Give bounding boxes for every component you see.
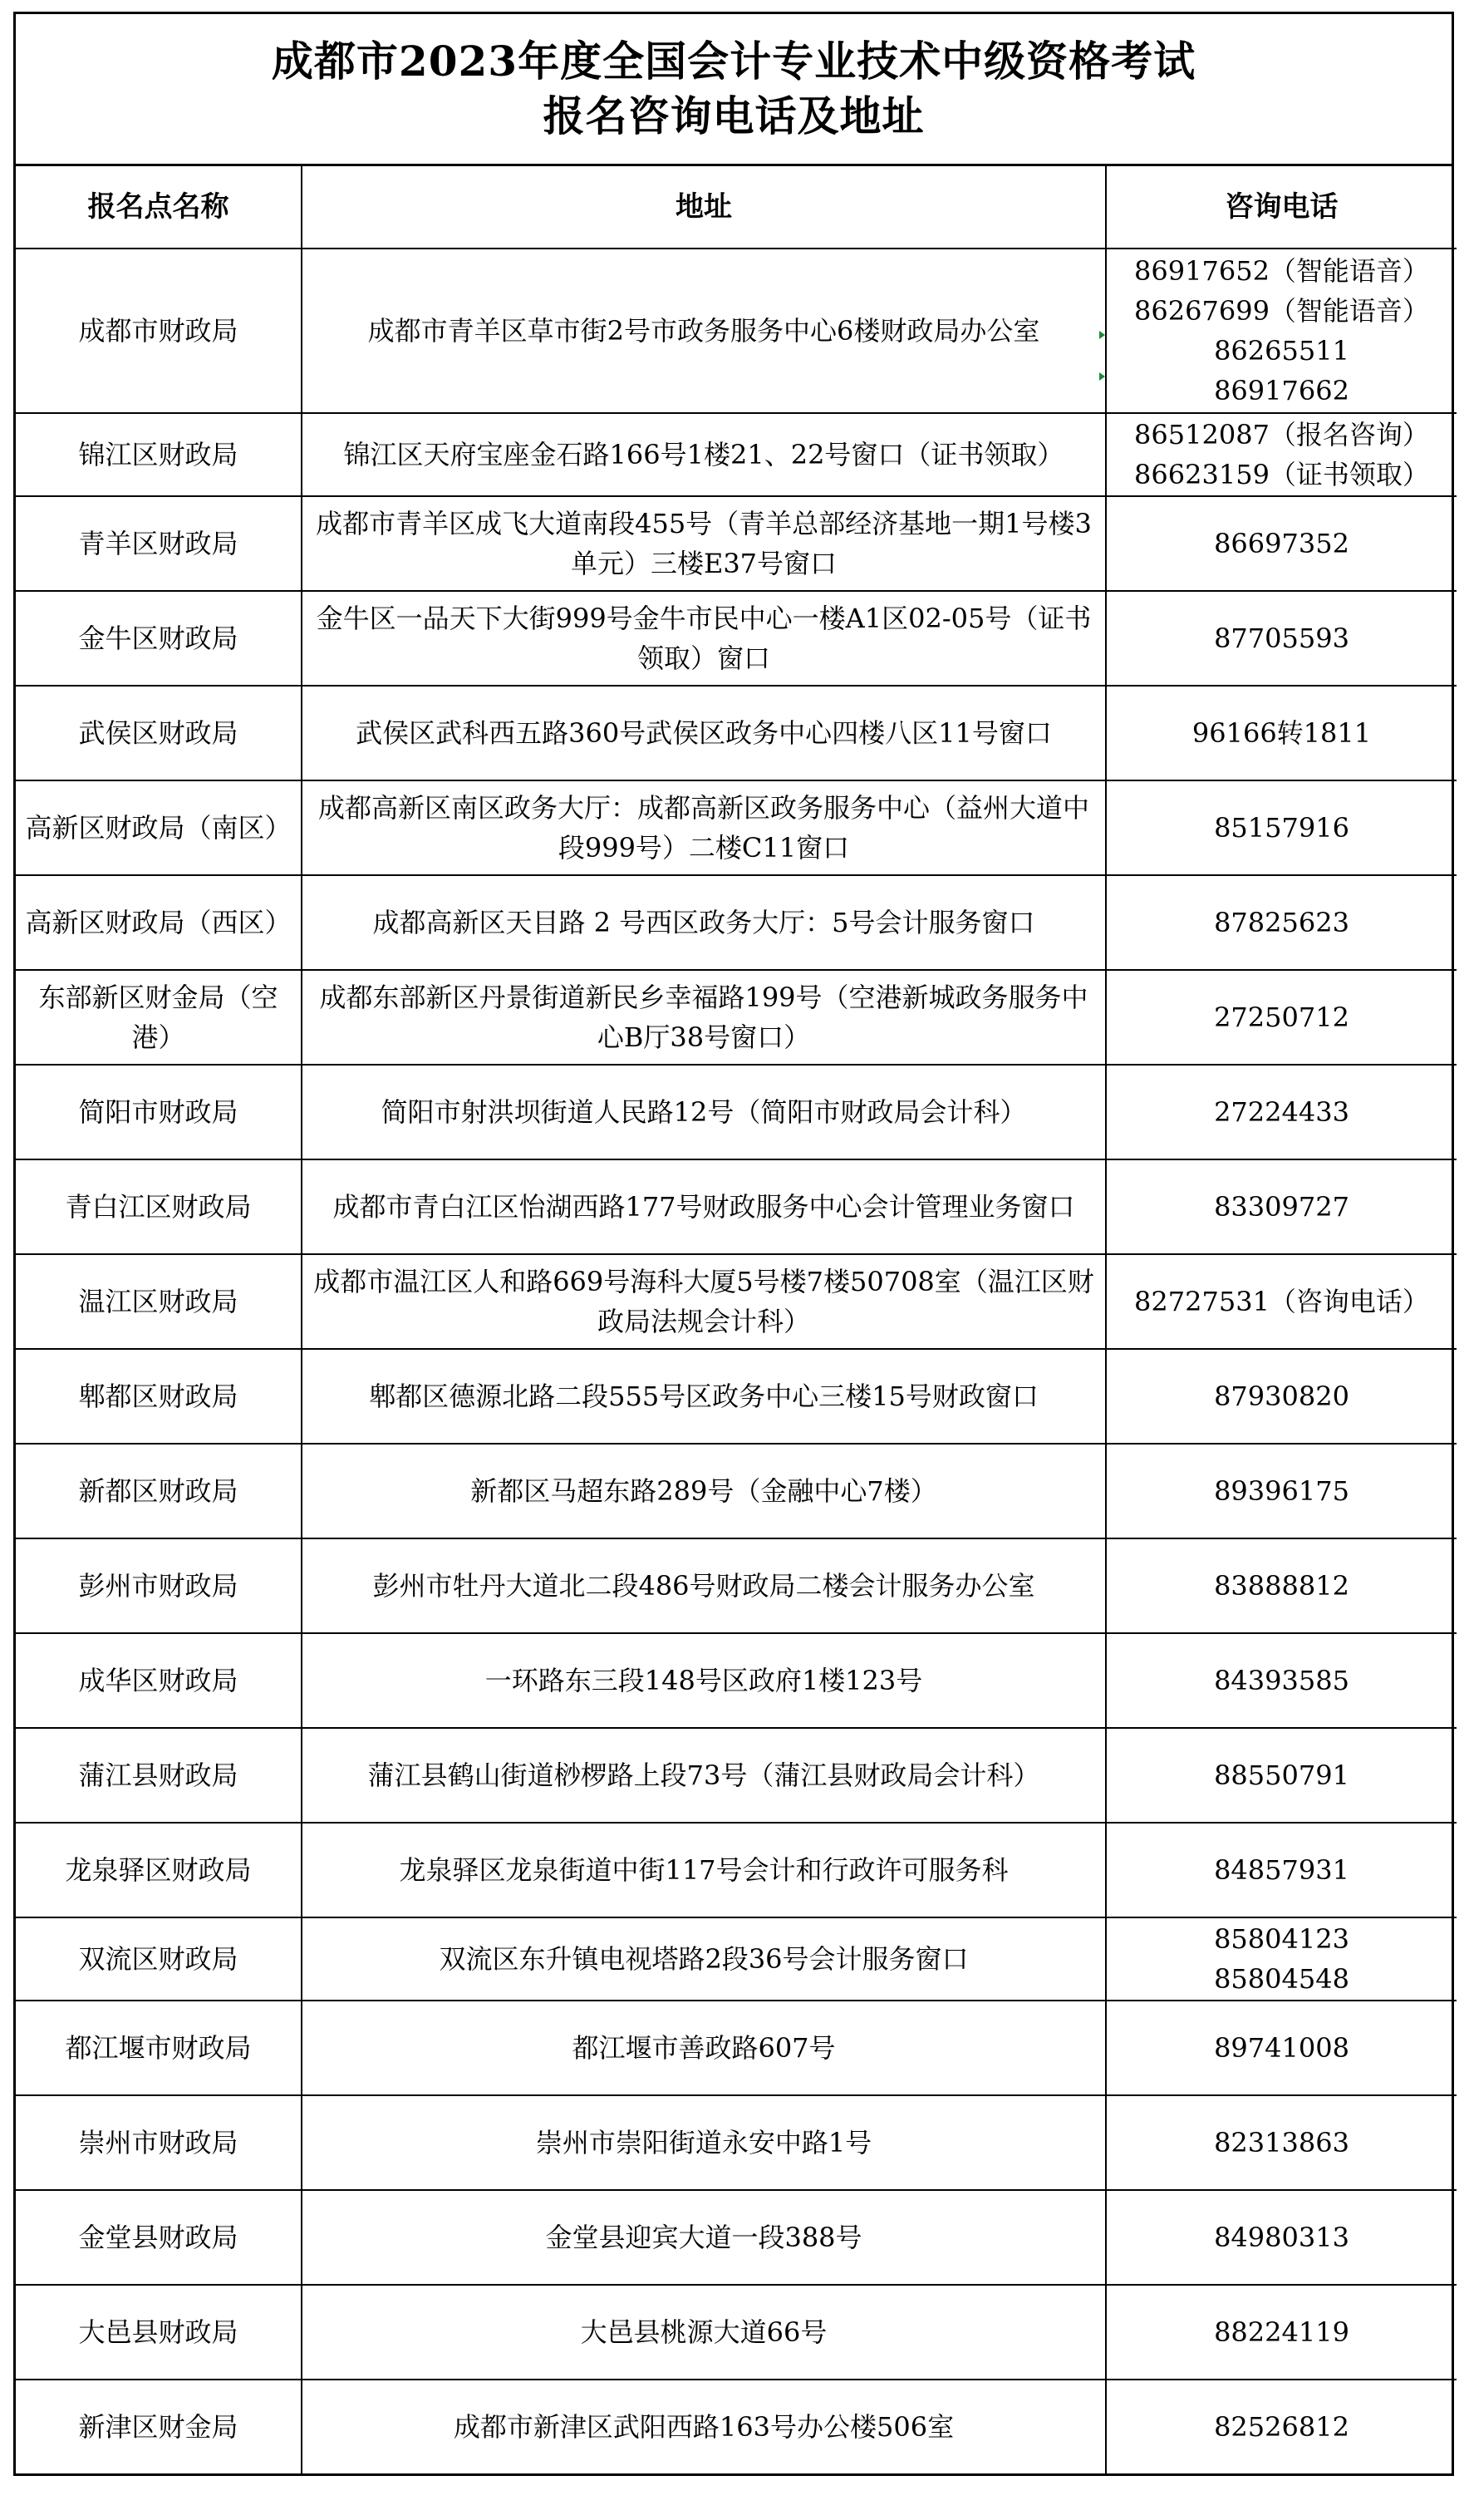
site-name-cell: 蒲江县财政局 [16,1728,302,1823]
phone-cell [1106,1444,1457,1538]
address-cell: 龙泉驿区龙泉街道中街117号会计和行政许可服务科 [302,1823,1106,1917]
phone-cell [1106,1538,1457,1633]
table-row [16,1159,1457,1254]
address-cell: 成都市青羊区成飞大道南段455号（青羊总部经济基地一期1号楼3单元）三楼E37号窗口 [302,496,1106,591]
phone-number: 85804548 [1214,1963,1349,1995]
title-line-2: 报名咨询电话及地址 [543,91,925,140]
document-title [16,14,1452,166]
phone-cell [1106,1633,1457,1728]
phone-cell [1106,1349,1457,1444]
phone-number: 83309727 [1214,1191,1349,1223]
site-name-cell: 龙泉驿区财政局 [16,1823,302,1917]
phone-cell [1106,970,1457,1065]
table-row [16,2190,1457,2285]
address-cell: 蒲江县鹤山街道桫椤路上段73号（蒲江县财政局会计科） [302,1728,1106,1823]
phone-number: 84857931 [1214,1854,1349,1886]
phone-cell [1106,2285,1457,2380]
table-row [16,2380,1457,2473]
table-row [16,1823,1457,1917]
address-cell: 金堂县迎宾大道一段388号 [302,2190,1106,2285]
site-name-cell: 高新区财政局（西区） [16,875,302,970]
phone-number: 86265511 [1214,335,1349,367]
site-name-cell: 金牛区财政局 [16,591,302,686]
address-cell: 新都区马超东路289号（金融中心7楼） [302,1444,1106,1538]
table-row [16,780,1457,875]
site-name-cell: 彭州市财政局 [16,1538,302,1633]
site-name-cell: 高新区财政局（南区） [16,780,302,875]
phone-number: 85804123 [1214,1923,1349,1955]
address-cell: 成都市温江区人和路669号海科大厦5号楼7楼50708室（温江区财政局法规会计科） [302,1254,1106,1349]
phone-cell [1106,249,1457,413]
table-row [16,2095,1457,2190]
site-name-cell: 东部新区财金局（空港） [16,970,302,1065]
table-row [16,1065,1457,1159]
phone-cell [1106,2380,1457,2473]
phone-cell [1106,1065,1457,1159]
phone-number: 89741008 [1214,2032,1349,2064]
table-row [16,686,1457,780]
table-row [16,2001,1457,2095]
phone-cell [1106,496,1457,591]
table-row [16,496,1457,591]
phone-number: 27224433 [1214,1096,1349,1128]
site-name-cell: 成都市财政局 [16,249,302,413]
table-body [16,249,1457,2473]
table-row [16,1349,1457,1444]
phone-cell [1106,1823,1457,1917]
site-name-cell: 温江区财政局 [16,1254,302,1349]
phone-number: 88224119 [1214,2316,1349,2348]
address-cell: 成都东部新区丹景街道新民乡幸福路199号（空港新城政务服务中心B厅38号窗口） [302,970,1106,1065]
site-name-cell: 新津区财金局 [16,2380,302,2473]
site-name-cell: 武侯区财政局 [16,686,302,780]
phone-number: 84980313 [1214,2222,1349,2253]
phone-number: 86267699（智能语音） [1134,295,1429,327]
table-row [16,413,1457,496]
address-cell: 成都市青羊区草市街2号市政务服务中心6楼财政局办公室 [302,249,1106,413]
site-name-cell: 成华区财政局 [16,1633,302,1728]
address-cell: 成都市青白江区怡湖西路177号财政服务中心会计管理业务窗口 [302,1159,1106,1254]
address-cell: 成都高新区南区政务大厅：成都高新区政务服务中心（益州大道中段999号）二楼C11窗口 [302,780,1106,875]
table-row [16,1538,1457,1633]
phone-number: 87930820 [1214,1381,1349,1412]
phone-number: 96166转1811 [1191,717,1372,749]
site-name-cell: 金堂县财政局 [16,2190,302,2285]
address-cell: 郫都区德源北路二段555号区政务中心三楼15号财政窗口 [302,1349,1106,1444]
table-row [16,2285,1457,2380]
phone-number: 86917652（智能语音） [1134,255,1429,287]
address-cell: 成都高新区天目路 2 号西区政务大厅：5号会计服务窗口 [302,875,1106,970]
phone-cell [1106,1728,1457,1823]
phone-cell [1106,591,1457,686]
address-cell: 简阳市射洪坝街道人民路12号（简阳市财政局会计科） [302,1065,1106,1159]
address-cell: 双流区东升镇电视塔路2段36号会计服务窗口 [302,1917,1106,2001]
phone-number: 84393585 [1214,1665,1349,1696]
site-name-cell: 青白江区财政局 [16,1159,302,1254]
phone-number: 89396175 [1214,1475,1349,1507]
table-row [16,1917,1457,2001]
phone-cell [1106,1254,1457,1349]
site-name-cell: 郫都区财政局 [16,1349,302,1444]
site-name-cell: 青羊区财政局 [16,496,302,591]
comment-marker-icon [1099,331,1105,339]
table-row [16,970,1457,1065]
phone-number: 86917662 [1214,375,1349,406]
address-cell: 大邑县桃源大道66号 [302,2285,1106,2380]
table-row [16,1444,1457,1538]
table-row [16,875,1457,970]
site-name-cell: 大邑县财政局 [16,2285,302,2380]
table-row [16,249,1457,413]
address-cell: 金牛区一品天下大街999号金牛市民中心一楼A1区02-05号（证书领取）窗口 [302,591,1106,686]
site-name-cell: 新都区财政局 [16,1444,302,1538]
address-cell: 锦江区天府宝座金石路166号1楼21、22号窗口（证书领取） [302,413,1106,496]
site-name-cell: 锦江区财政局 [16,413,302,496]
site-name-cell: 崇州市财政局 [16,2095,302,2190]
consultation-table [16,166,1457,2473]
address-cell: 武侯区武科西五路360号武侯区政务中心四楼八区11号窗口 [302,686,1106,780]
table-row [16,1633,1457,1728]
phone-cell [1106,1917,1457,2001]
title-line-1: 成都市2023年度全国会计专业技术中级资格考试 [271,37,1196,86]
phone-cell [1106,780,1457,875]
phone-number: 87825623 [1214,907,1349,938]
phone-number: 27250712 [1214,1002,1349,1033]
table-row [16,591,1457,686]
phone-number: 83888812 [1214,1570,1349,1602]
phone-cell [1106,875,1457,970]
document-sheet [13,12,1454,2476]
phone-cell [1106,2095,1457,2190]
table-row [16,1728,1457,1823]
phone-cell [1106,1159,1457,1254]
address-cell: 成都市新津区武阳西路163号办公楼506室 [302,2380,1106,2473]
address-cell: 都江堰市善政路607号 [302,2001,1106,2095]
header-site-name: 报名点名称 [16,166,302,249]
site-name-cell: 都江堰市财政局 [16,2001,302,2095]
phone-number: 86623159（证书领取） [1134,459,1429,490]
phone-number: 82313863 [1214,2127,1349,2158]
phone-number: 86697352 [1214,528,1349,559]
address-cell: 一环路东三段148号区政府1楼123号 [302,1633,1106,1728]
phone-number: 82727531（咨询电话） [1134,1286,1429,1317]
address-cell: 彭州市牡丹大道北二段486号财政局二楼会计服务办公室 [302,1538,1106,1633]
phone-cell [1106,413,1457,496]
header-address: 地址 [302,166,1106,249]
phone-number: 86512087（报名咨询） [1134,419,1429,450]
phone-cell [1106,2190,1457,2285]
phone-cell [1106,2001,1457,2095]
phone-number: 85157916 [1214,812,1349,844]
site-name-cell: 简阳市财政局 [16,1065,302,1159]
comment-marker-icon [1099,372,1105,381]
phone-cell [1106,686,1457,780]
phone-number: 82526812 [1214,2411,1349,2443]
site-name-cell: 双流区财政局 [16,1917,302,2001]
header-phone: 咨询电话 [1106,166,1457,249]
address-cell: 崇州市崇阳街道永安中路1号 [302,2095,1106,2190]
table-header-row [16,166,1457,249]
phone-number: 88550791 [1214,1760,1349,1791]
table-row [16,1254,1457,1349]
phone-number: 87705593 [1214,623,1349,654]
